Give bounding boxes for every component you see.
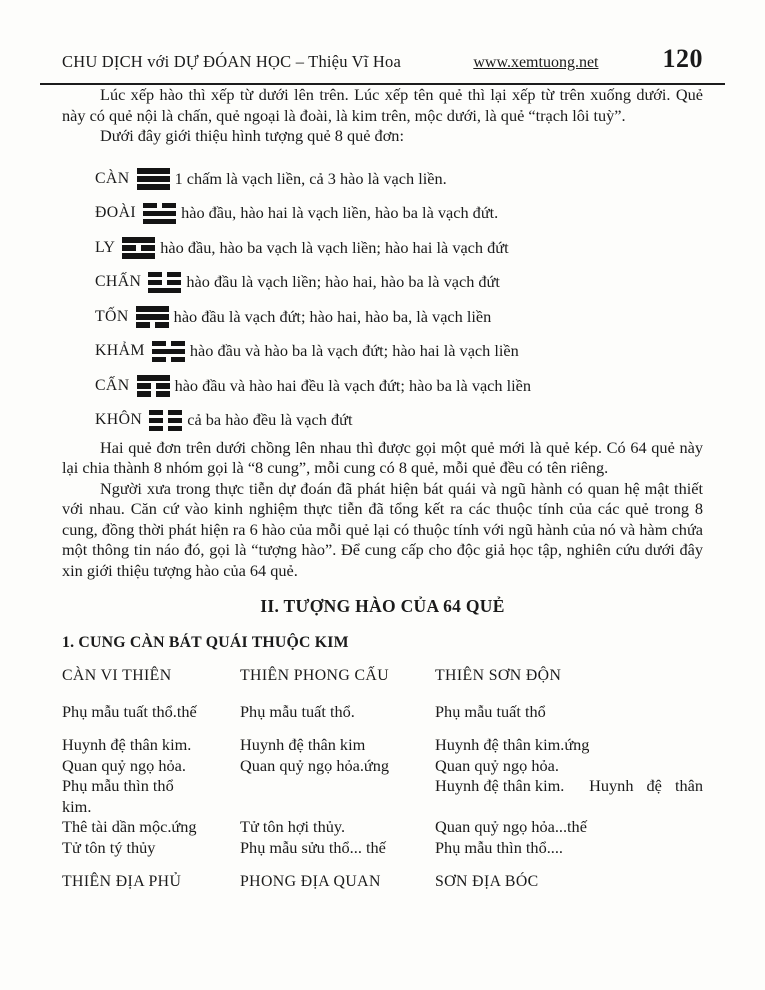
trigram-description: hào đầu là vạch đứt; hào hai, hào ba, là vạch liền bbox=[173, 306, 492, 326]
table-cell: Quan quỷ ngọ hỏa.ứng bbox=[240, 755, 390, 775]
table-cell: kim. bbox=[62, 796, 92, 816]
table-cell bbox=[435, 776, 703, 797]
trigram-name: CHẤN bbox=[95, 273, 142, 291]
table-cell: Quan quỷ ngọ hỏa. bbox=[435, 755, 559, 775]
table-cell-text: Huynh đệ thân kim. bbox=[435, 776, 565, 795]
trigram-name: TỐN bbox=[95, 307, 129, 325]
trigram-name: CẤN bbox=[95, 376, 130, 394]
trigram-list bbox=[95, 162, 703, 438]
trigram-row-ton bbox=[95, 300, 703, 335]
table-row bbox=[62, 797, 703, 818]
trigram-description: 1 chấm là vạch liền, cả 3 hào là vạch liền. bbox=[174, 168, 447, 188]
trigram-canx-icon bbox=[137, 375, 170, 397]
table-row bbox=[62, 756, 703, 777]
trigram-description: hào đầu, hào hai là vạch liền, hào ba là vạch đứt. bbox=[181, 203, 499, 223]
table-cell: Phụ mẫu thìn thổ.... bbox=[435, 837, 563, 857]
table-cell: Phụ mẫu sửu thổ... thế bbox=[240, 837, 386, 857]
trigram-description: hào đầu là vạch liền; hào hai, hào ba là vạch đứt bbox=[186, 272, 500, 292]
hexagram-title: THIÊN ĐỊA PHỦ bbox=[62, 873, 182, 890]
trigram-chan-icon bbox=[148, 272, 181, 294]
table-cell bbox=[435, 797, 703, 818]
table-cell: Huynh đệ thân kim. bbox=[62, 735, 192, 754]
table-cell: Phụ mẫu tuất thổ.thế bbox=[62, 701, 197, 721]
book-title: CHU DỊCH với DỰ ĐÓAN HỌC – Thiệu Vĩ Hoa bbox=[62, 52, 402, 71]
website-link[interactable]: www.xemtuong.net bbox=[473, 54, 599, 71]
table-header-row bbox=[62, 666, 703, 687]
trigram-description: hào đầu, hào ba vạch là vạch liền; hào hai là vạch đứt bbox=[160, 237, 509, 257]
table-cell: Phụ mẫu tuất thổ. bbox=[240, 701, 355, 721]
table-cell: Tử tôn hợi thủy. bbox=[240, 817, 346, 836]
hexagram-title: THIÊN SƠN ĐỘN bbox=[435, 667, 562, 684]
trigram-description: cả ba hào đều là vạch đứt bbox=[187, 410, 353, 430]
trigram-khon-icon bbox=[149, 410, 182, 432]
section-heading: II. TƯỢNG HÀO CỦA 64 QUẺ bbox=[260, 596, 505, 616]
intro-paragraph-2: Dưới đây giới thiệu hình tượng quẻ 8 quẻ đơn: bbox=[100, 126, 404, 145]
table-cell: Huynh đệ thân kim.ứng bbox=[435, 735, 590, 754]
table-cell: Quan quỷ ngọ hỏa...thế bbox=[435, 817, 587, 836]
trigram-row-kham bbox=[95, 334, 703, 369]
table-row bbox=[62, 817, 703, 838]
trigram-row-can bbox=[95, 162, 703, 197]
trigram-name: CÀN bbox=[95, 169, 130, 187]
trigram-name: KHÔN bbox=[95, 411, 143, 429]
trigram-ly-icon bbox=[122, 237, 155, 259]
table-row bbox=[62, 702, 703, 723]
table-cell: Phụ mẫu thìn thổ bbox=[62, 776, 174, 795]
subsection-heading: 1. CUNG CÀN BÁT QUÁI THUỘC KIM bbox=[62, 634, 349, 651]
page-number: 120 bbox=[662, 44, 703, 73]
trigram-row-doai bbox=[95, 196, 703, 231]
body-paragraph-4: Người xưa trong thực tiễn dự đoán đã phát hiện bát quái và ngũ hành có quan hệ mật thiết với nhau. Căn cứ vào kinh nghiệm thực tiễn đã tổng kết ra các thuộc tính của các quẻ trong 8 cung, đồng thời phát hiện ra 6 hào của mỗi quẻ lại có thuộc tính với ngũ hành của nó và hàm chứa một thông tin náo đó, gọi là “tượng hào”. Để cung cấp cho độc giả học tập, nghiên cứu dưới đây xin giới thiệu tượng hào của 64 quẻ. bbox=[62, 478, 703, 580]
trigram-can-icon bbox=[137, 168, 170, 190]
table-cell: Tử tôn tý thủy bbox=[62, 837, 156, 857]
table-cell: Phụ mẫu tuất thổ bbox=[435, 701, 546, 721]
table-cell: Huynh đệ thân kim bbox=[240, 735, 366, 754]
trigram-row-chan bbox=[95, 265, 703, 300]
wrapped-text-fragment: Huynh đệ thân bbox=[589, 776, 703, 795]
hexagram-title: CÀN VI THIÊN bbox=[62, 667, 172, 684]
trigram-doai-icon bbox=[143, 203, 176, 225]
trigram-description: hào đầu và hào ba là vạch đứt; hào hai là vạch liền bbox=[189, 341, 519, 361]
hexagram-title: THIÊN PHONG CẤU bbox=[240, 667, 390, 684]
trigram-ton-icon bbox=[136, 306, 169, 328]
hexagram-title: SƠN ĐỊA BÓC bbox=[435, 873, 539, 890]
table-footer-row bbox=[62, 872, 703, 893]
trigram-kham-icon bbox=[152, 341, 185, 363]
cung-can-table bbox=[62, 666, 703, 893]
body-paragraph-3: Hai quẻ đơn trên dưới chồng lên nhau thì được gọi một quẻ mới là quẻ kép. Có 64 quẻ này lại chia thành 8 nhóm gọi là “8 cung”, mỗi cung có 8 quẻ, mỗi quẻ đều có tên riêng. bbox=[62, 437, 703, 477]
table-row bbox=[62, 735, 703, 756]
table-cell bbox=[240, 776, 435, 797]
trigram-name: KHẢM bbox=[95, 342, 145, 360]
table-cell: Quan quỷ ngọ hỏa. bbox=[62, 755, 186, 775]
trigram-row-khon bbox=[95, 403, 703, 438]
trigram-description: hào đầu và hào hai đều là vạch đứt; hào ba là vạch liền bbox=[174, 375, 532, 395]
hexagram-title: PHONG ĐỊA QUAN bbox=[240, 873, 381, 890]
trigram-row-ly bbox=[95, 231, 703, 266]
trigram-name: LY bbox=[95, 238, 116, 256]
table-cell: Thê tài dần mộc.ứng bbox=[62, 817, 197, 836]
page-header bbox=[62, 0, 703, 74]
intro-paragraph-1: Lúc xếp hào thì xếp từ dưới lên trên. Lúc xếp tên quẻ thì lại xếp từ trên xuống dưới. Quẻ này có quẻ nội là chấn, quẻ ngoại là đoài, là kim trên, mộc dưới, là quẻ “trạch lôi tuỳ”. bbox=[62, 85, 703, 125]
trigram-row-canx bbox=[95, 369, 703, 404]
table-row bbox=[62, 776, 703, 797]
table-cell bbox=[240, 797, 435, 818]
trigram-name: ĐOÀI bbox=[95, 204, 137, 222]
table-row bbox=[62, 838, 703, 859]
